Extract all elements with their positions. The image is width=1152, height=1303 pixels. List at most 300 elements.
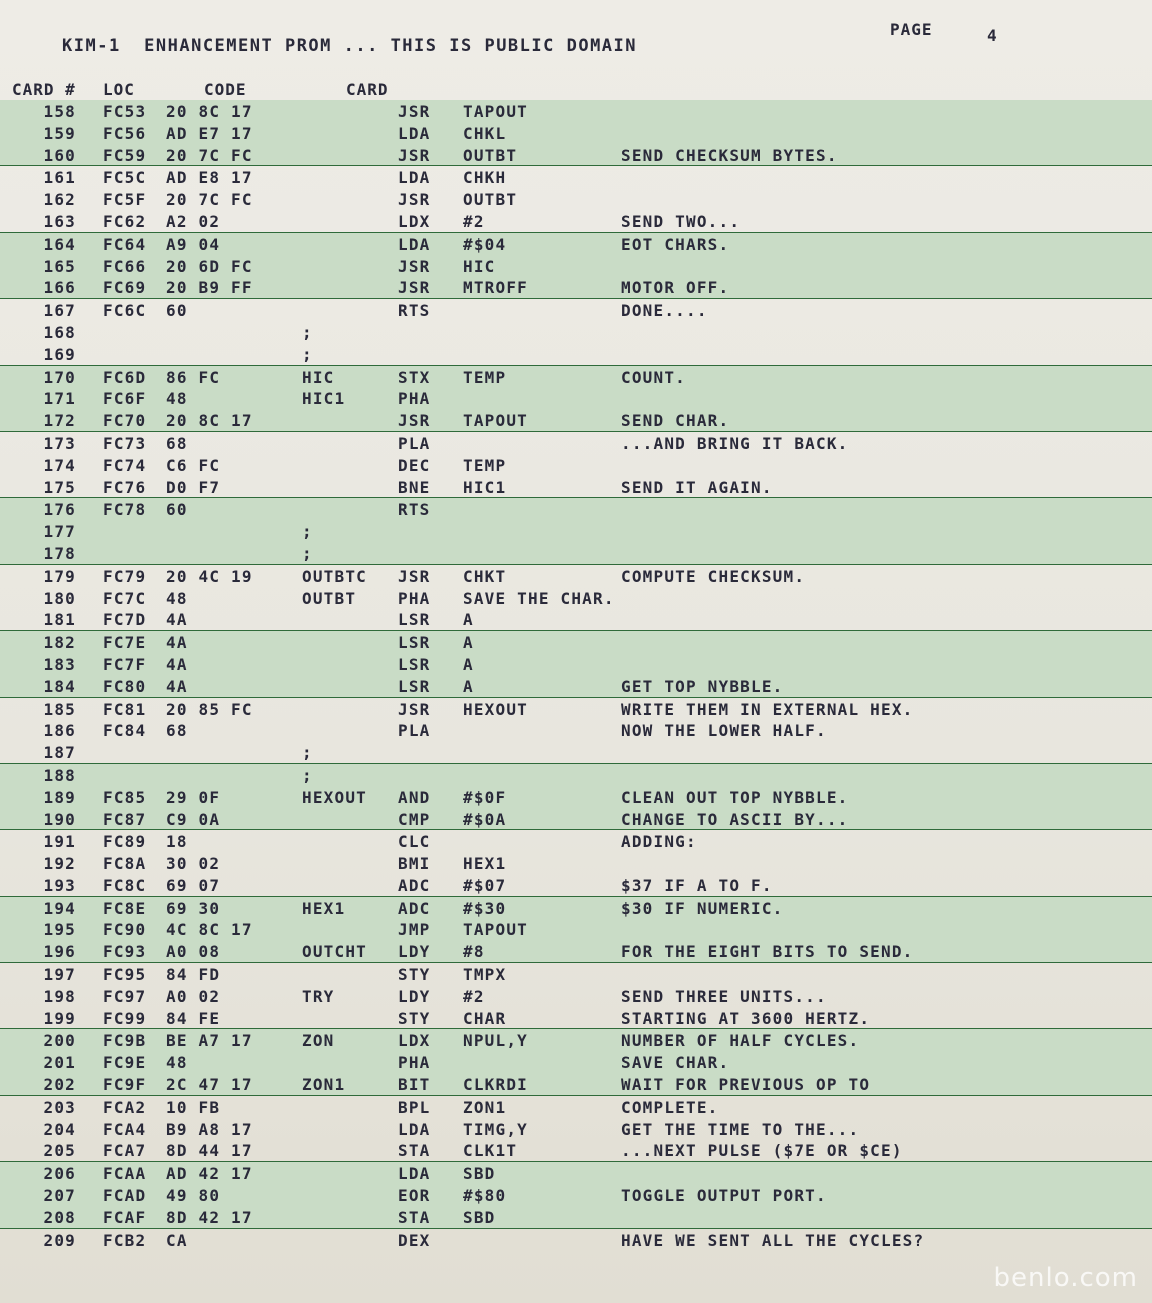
listing-row	[0, 387, 1152, 409]
opcode: JMP	[398, 920, 431, 940]
operand: #2	[463, 986, 485, 1006]
listing-row	[0, 719, 1152, 741]
object-code: B9 A8 17	[166, 1119, 253, 1139]
comment: SEND TWO...	[621, 211, 741, 231]
opcode: PHA	[398, 1053, 431, 1073]
listing-row	[0, 874, 1152, 897]
comment: NUMBER OF HALF CYCLES.	[621, 1031, 860, 1051]
operand: A	[463, 676, 474, 696]
object-code: 69 07	[166, 875, 221, 895]
location: FC66	[103, 256, 147, 276]
operand: CLK1T	[463, 1141, 518, 1161]
card-number: 202	[43, 1075, 76, 1095]
location: FCAA	[103, 1164, 147, 1184]
object-code: 29 0F	[166, 787, 221, 807]
object-code: 8D 42 17	[166, 1207, 253, 1227]
listing-row	[0, 454, 1152, 476]
object-code: 4A	[166, 633, 188, 653]
comment: HAVE WE SENT ALL THE CYCLES?	[621, 1230, 925, 1250]
listing-row	[0, 918, 1152, 940]
location: FCA2	[103, 1097, 147, 1117]
opcode: STX	[398, 367, 431, 387]
location: FC5F	[103, 190, 147, 210]
card-number: 207	[43, 1186, 76, 1206]
card-number: 183	[43, 654, 76, 674]
operand: A	[463, 654, 474, 674]
opcode: STY	[398, 965, 431, 985]
card-number: 197	[43, 965, 76, 985]
comment: COMPUTE CHECKSUM.	[621, 566, 806, 586]
operand: HIC	[463, 256, 496, 276]
listing-row	[0, 233, 1152, 255]
listing-row	[0, 985, 1152, 1007]
location: FCA4	[103, 1119, 147, 1139]
opcode: DEX	[398, 1230, 431, 1250]
listing-row	[0, 299, 1152, 321]
operand: CHKT	[463, 566, 507, 586]
object-code: 20 7C FC	[166, 190, 253, 210]
object-code: 4C 8C 17	[166, 920, 253, 940]
object-code: 20 6D FC	[166, 256, 253, 276]
card-number: 163	[43, 211, 76, 231]
card-number: 201	[43, 1053, 76, 1073]
card-number: 188	[43, 765, 76, 785]
object-code: AD E8 17	[166, 168, 253, 188]
object-code: 60	[166, 500, 188, 520]
page-title: KIM-1 ENHANCEMENT PROM ... THIS IS PUBLIC DOMAIN	[62, 36, 638, 56]
opcode: LDA	[398, 123, 431, 143]
operand: A	[463, 610, 474, 630]
operand: MTROFF	[463, 278, 528, 298]
source-label: ZON1	[302, 1075, 346, 1095]
listing-row	[0, 166, 1152, 188]
card-number: 182	[43, 633, 76, 653]
listing-row	[0, 675, 1152, 698]
card-number: 208	[43, 1207, 76, 1227]
card-number: 159	[43, 123, 76, 143]
listing-row	[0, 608, 1152, 631]
operand: SAVE THE CHAR.	[463, 588, 615, 608]
location: FCA7	[103, 1141, 147, 1161]
operand: #$30	[463, 898, 507, 918]
opcode: STA	[398, 1207, 431, 1227]
location: FC87	[103, 809, 147, 829]
comment: ...AND BRING IT BACK.	[621, 433, 849, 453]
listing-row	[0, 852, 1152, 874]
object-code: BE A7 17	[166, 1031, 253, 1051]
object-code: 48	[166, 1053, 188, 1073]
object-code: 4A	[166, 676, 188, 696]
comment: COMPLETE.	[621, 1097, 719, 1117]
source-label: ;	[302, 543, 313, 563]
opcode: JSR	[398, 102, 431, 121]
object-code: 84 FE	[166, 1008, 221, 1028]
opcode: JSR	[398, 699, 431, 719]
object-code: AD E7 17	[166, 123, 253, 143]
comment: CHANGE TO ASCII BY...	[621, 809, 849, 829]
listing-row	[0, 100, 1152, 122]
location: FC74	[103, 455, 147, 475]
operand: TMPX	[463, 965, 507, 985]
card-number: 167	[43, 301, 76, 321]
object-code: 48	[166, 389, 188, 409]
listing-row	[0, 741, 1152, 764]
card-number: 158	[43, 102, 76, 121]
card-number: 179	[43, 566, 76, 586]
column-header-card-source: CARD	[346, 80, 389, 99]
opcode: AND	[398, 787, 431, 807]
opcode: LDX	[398, 211, 431, 231]
card-number: 178	[43, 543, 76, 563]
comment: SEND THREE UNITS...	[621, 986, 827, 1006]
listing-row	[0, 764, 1152, 786]
listing-row	[0, 940, 1152, 963]
object-code: AD 42 17	[166, 1164, 253, 1184]
column-header-loc: LOC	[103, 80, 135, 99]
comment: GET THE TIME TO THE...	[621, 1119, 860, 1139]
object-code: 60	[166, 301, 188, 321]
opcode: PHA	[398, 389, 431, 409]
opcode: LDA	[398, 168, 431, 188]
comment: SAVE CHAR.	[621, 1053, 730, 1073]
opcode: BPL	[398, 1097, 431, 1117]
listing-row	[0, 366, 1152, 388]
listing-row	[0, 144, 1152, 167]
opcode: CLC	[398, 832, 431, 852]
opcode: ADC	[398, 898, 431, 918]
card-number: 173	[43, 433, 76, 453]
listing-row	[0, 897, 1152, 919]
listing-row	[0, 1051, 1152, 1073]
object-code: A2 02	[166, 211, 221, 231]
operand: #$04	[463, 234, 507, 254]
operand: HEXOUT	[463, 699, 528, 719]
opcode: JSR	[398, 411, 431, 431]
location: FC62	[103, 211, 147, 231]
assembly-listing	[0, 100, 1152, 1250]
listing-row	[0, 830, 1152, 852]
object-code: 8D 44 17	[166, 1141, 253, 1161]
source-label: HIC1	[302, 389, 346, 409]
opcode: JSR	[398, 278, 431, 298]
operand: NPUL,Y	[463, 1031, 528, 1051]
page-number: 4	[987, 26, 997, 45]
opcode: PLA	[398, 433, 431, 453]
location: FC8C	[103, 875, 147, 895]
listing-row	[0, 808, 1152, 831]
card-number: 186	[43, 721, 76, 741]
opcode: JSR	[398, 256, 431, 276]
location: FC8A	[103, 854, 147, 874]
location: FC5C	[103, 168, 147, 188]
source-label: HEXOUT	[302, 787, 367, 807]
card-number: 199	[43, 1008, 76, 1028]
card-number: 164	[43, 234, 76, 254]
card-number: 181	[43, 610, 76, 630]
opcode: LDY	[398, 942, 431, 962]
location: FC76	[103, 477, 147, 497]
location: FC7F	[103, 654, 147, 674]
card-number: 196	[43, 942, 76, 962]
opcode: LDA	[398, 1119, 431, 1139]
listing-row	[0, 1118, 1152, 1140]
opcode: CMP	[398, 809, 431, 829]
source-label: TRY	[302, 986, 335, 1006]
opcode: BIT	[398, 1075, 431, 1095]
watermark: benlo.com	[993, 1263, 1138, 1293]
card-number: 175	[43, 477, 76, 497]
operand: CHAR	[463, 1008, 507, 1028]
card-number: 189	[43, 787, 76, 807]
object-code: A9 04	[166, 234, 221, 254]
location: FCB2	[103, 1230, 147, 1250]
object-code: A0 08	[166, 942, 221, 962]
object-code: 20 8C 17	[166, 411, 253, 431]
card-number: 168	[43, 322, 76, 342]
opcode: LSR	[398, 610, 431, 630]
location: FC9E	[103, 1053, 147, 1073]
source-label: ZON	[302, 1031, 335, 1051]
operand: A	[463, 633, 474, 653]
card-number: 172	[43, 411, 76, 431]
comment: STARTING AT 3600 HERTZ.	[621, 1008, 871, 1028]
location: FC70	[103, 411, 147, 431]
card-number: 190	[43, 809, 76, 829]
listing-row	[0, 476, 1152, 499]
location: FC59	[103, 145, 147, 165]
page-label: PAGE	[890, 20, 933, 39]
source-label: ;	[302, 765, 313, 785]
column-header-code: CODE	[204, 80, 247, 99]
comment: SEND IT AGAIN.	[621, 477, 773, 497]
opcode: BNE	[398, 477, 431, 497]
listing-row	[0, 1096, 1152, 1118]
card-number: 174	[43, 455, 76, 475]
comment: $30 IF NUMERIC.	[621, 898, 784, 918]
location: FC7C	[103, 588, 147, 608]
listing-row	[0, 1007, 1152, 1030]
card-number: 191	[43, 832, 76, 852]
operand: TAPOUT	[463, 411, 528, 431]
object-code: 20 85 FC	[166, 699, 253, 719]
comment: ADDING:	[621, 832, 697, 852]
object-code: 69 30	[166, 898, 221, 918]
location: FC6F	[103, 389, 147, 409]
opcode: RTS	[398, 500, 431, 520]
card-number: 203	[43, 1097, 76, 1117]
comment: GET TOP NYBBLE.	[621, 676, 784, 696]
card-number: 206	[43, 1164, 76, 1184]
object-code: 10 FB	[166, 1097, 221, 1117]
opcode: STY	[398, 1008, 431, 1028]
location: FC81	[103, 699, 147, 719]
location: FC73	[103, 433, 147, 453]
object-code: D0 F7	[166, 477, 221, 497]
listing-row	[0, 631, 1152, 653]
object-code: 20 4C 19	[166, 566, 253, 586]
comment: ...NEXT PULSE ($7E OR $CE)	[621, 1141, 903, 1161]
location: FC6D	[103, 367, 147, 387]
card-number: 195	[43, 920, 76, 940]
operand: CLKRDI	[463, 1075, 528, 1095]
location: FC8E	[103, 898, 147, 918]
opcode: LSR	[398, 654, 431, 674]
comment: DONE....	[621, 301, 708, 321]
listing-row	[0, 276, 1152, 299]
card-number: 169	[43, 344, 76, 364]
listing-row	[0, 432, 1152, 454]
listing-row	[0, 520, 1152, 542]
operand: #$80	[463, 1186, 507, 1206]
comment: TOGGLE OUTPUT PORT.	[621, 1186, 827, 1206]
card-number: 165	[43, 256, 76, 276]
location: FCAD	[103, 1186, 147, 1206]
listing-row	[0, 542, 1152, 565]
object-code: 49 80	[166, 1186, 221, 1206]
source-label: OUTCHT	[302, 942, 367, 962]
operand: TAPOUT	[463, 920, 528, 940]
listing-row	[0, 188, 1152, 210]
location: FC7E	[103, 633, 147, 653]
card-number: 200	[43, 1031, 76, 1051]
location: FC64	[103, 234, 147, 254]
object-code: 84 FD	[166, 965, 221, 985]
opcode: JSR	[398, 566, 431, 586]
source-label: HIC	[302, 367, 335, 387]
object-code: C9 0A	[166, 809, 221, 829]
card-number: 161	[43, 168, 76, 188]
location: FC56	[103, 123, 147, 143]
listing-row	[0, 1029, 1152, 1051]
location: FC69	[103, 278, 147, 298]
opcode: JSR	[398, 145, 431, 165]
location: FC97	[103, 986, 147, 1006]
source-label: ;	[302, 743, 313, 763]
location: FC9F	[103, 1075, 147, 1095]
card-number: 176	[43, 500, 76, 520]
location: FC85	[103, 787, 147, 807]
location: FC78	[103, 500, 147, 520]
location: FC53	[103, 102, 147, 121]
card-number: 187	[43, 743, 76, 763]
object-code: 4A	[166, 610, 188, 630]
opcode: ADC	[398, 875, 431, 895]
object-code: 2C 47 17	[166, 1075, 253, 1095]
object-code: 68	[166, 721, 188, 741]
source-label: ;	[302, 522, 313, 542]
comment: EOT CHARS.	[621, 234, 730, 254]
opcode: LSR	[398, 633, 431, 653]
opcode: BMI	[398, 854, 431, 874]
card-number: 209	[43, 1230, 76, 1250]
operand: SBD	[463, 1164, 496, 1184]
card-number: 192	[43, 854, 76, 874]
comment: MOTOR OFF.	[621, 278, 730, 298]
operand: TIMG,Y	[463, 1119, 528, 1139]
listing-row	[0, 1184, 1152, 1206]
object-code: C6 FC	[166, 455, 221, 475]
location: FC9B	[103, 1031, 147, 1051]
object-code: 20 B9 FF	[166, 278, 253, 298]
location: FC79	[103, 566, 147, 586]
operand: #8	[463, 942, 485, 962]
location: FC90	[103, 920, 147, 940]
listing-row	[0, 587, 1152, 609]
card-number: 194	[43, 898, 76, 918]
card-number: 198	[43, 986, 76, 1006]
comment: NOW THE LOWER HALF.	[621, 721, 827, 741]
card-number: 166	[43, 278, 76, 298]
operand: #$07	[463, 875, 507, 895]
card-number: 162	[43, 190, 76, 210]
operand: #$0A	[463, 809, 507, 829]
source-label: ;	[302, 344, 313, 364]
comment: COUNT.	[621, 367, 686, 387]
listing-row	[0, 321, 1152, 343]
listing-row	[0, 498, 1152, 520]
listing-row	[0, 786, 1152, 808]
operand: OUTBT	[463, 145, 518, 165]
opcode: PLA	[398, 721, 431, 741]
object-code: 30 02	[166, 854, 221, 874]
card-number: 160	[43, 145, 76, 165]
object-code: 20 7C FC	[166, 145, 253, 165]
listing-row	[0, 343, 1152, 366]
listing-row	[0, 409, 1152, 432]
comment: $37 IF A TO F.	[621, 875, 773, 895]
card-number: 193	[43, 875, 76, 895]
opcode: LSR	[398, 676, 431, 696]
object-code: 20 8C 17	[166, 102, 253, 121]
object-code: A0 02	[166, 986, 221, 1006]
card-number: 177	[43, 522, 76, 542]
comment: FOR THE EIGHT BITS TO SEND.	[621, 942, 914, 962]
object-code: 86 FC	[166, 367, 221, 387]
object-code: 4A	[166, 654, 188, 674]
card-number: 180	[43, 588, 76, 608]
object-code: 48	[166, 588, 188, 608]
source-label: OUTBT	[302, 588, 357, 608]
card-number: 204	[43, 1119, 76, 1139]
object-code: CA	[166, 1230, 188, 1250]
comment: WAIT FOR PREVIOUS OP TO	[621, 1075, 871, 1095]
location: FC95	[103, 965, 147, 985]
listing-row	[0, 1229, 1152, 1251]
operand: ZON1	[463, 1097, 507, 1117]
location: FC6C	[103, 301, 147, 321]
listing-row	[0, 122, 1152, 144]
opcode: EOR	[398, 1186, 431, 1206]
comment: SEND CHAR.	[621, 411, 730, 431]
card-number: 205	[43, 1141, 76, 1161]
operand: CHKL	[463, 123, 507, 143]
listing-row	[0, 210, 1152, 233]
location: FC80	[103, 676, 147, 696]
card-number: 171	[43, 389, 76, 409]
object-code: 68	[166, 433, 188, 453]
listing-row	[0, 963, 1152, 985]
opcode: LDY	[398, 986, 431, 1006]
location: FC84	[103, 721, 147, 741]
comment: SEND CHECKSUM BYTES.	[621, 145, 838, 165]
source-label: OUTBTC	[302, 566, 367, 586]
object-code: 18	[166, 832, 188, 852]
listing-row	[0, 1139, 1152, 1162]
opcode: PHA	[398, 588, 431, 608]
location: FC89	[103, 832, 147, 852]
operand: TEMP	[463, 367, 507, 387]
operand: #2	[463, 211, 485, 231]
